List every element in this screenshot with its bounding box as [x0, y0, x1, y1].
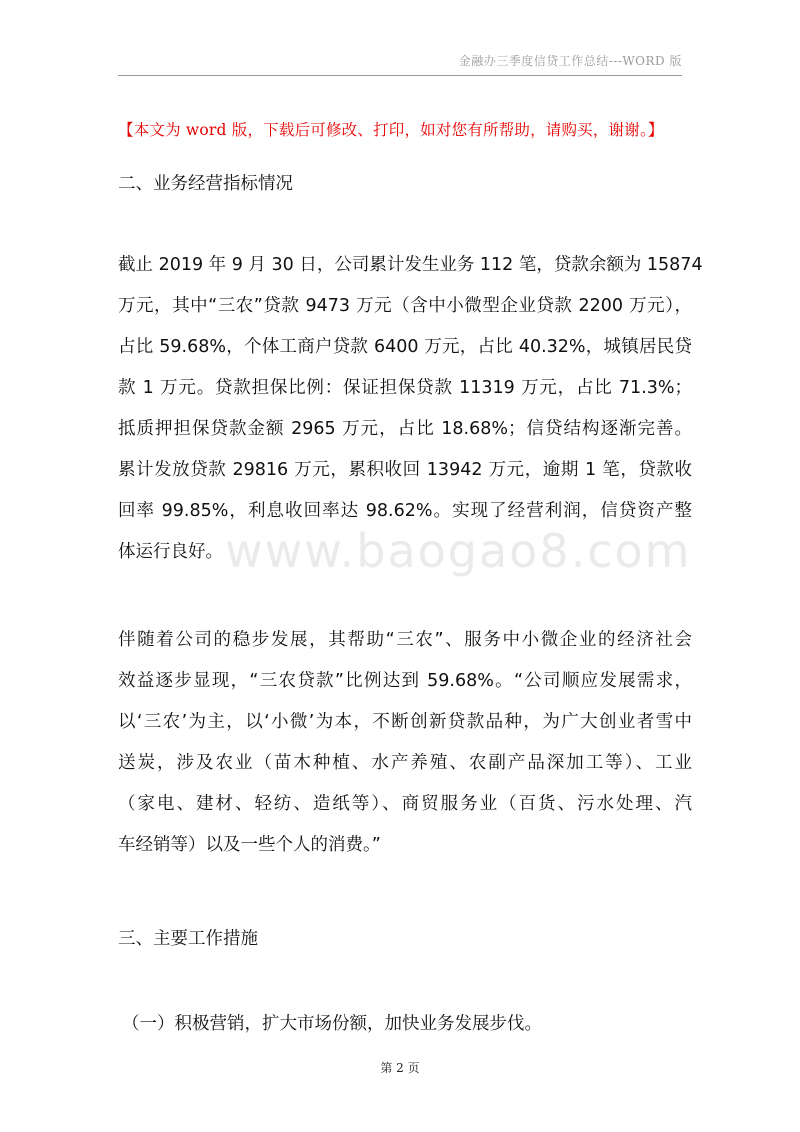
section-heading-business-indicators: 二、业务经营指标情况	[118, 174, 293, 194]
paragraph-line: （家电、建材、轻纺、造纸等）、商贸服务业（百货、污水处理、汽	[118, 794, 692, 814]
watermark: www.baogao8.com	[225, 524, 692, 578]
paragraph-line: 占比 59.68%，个体工商户贷款 6400 万元，占比 40.32%，城镇居民贷	[118, 337, 692, 357]
header-divider	[118, 75, 682, 76]
paragraph-line: 车经销等）以及一些个人的消费。”	[118, 835, 381, 855]
paragraph-line: 万元，其中“三农”贷款 9473 万元（含中小微型企业贷款 2200 万元），	[118, 296, 692, 316]
paragraph-line: 效益逐步显现，“三农贷款”比例达到 59.68%。“公司顺应发展需求，	[118, 671, 692, 691]
paragraph-line: 以‘三农’为主，以‘小微’为本，不断创新贷款品种，为广大创业者雪中	[118, 712, 692, 732]
paragraph-line: 款 1 万元。贷款担保比例：保证担保贷款 11319 万元，占比 71.3%；	[118, 378, 692, 398]
download-notice: 【本文为 word 版，下载后可修改、打印，如对您有所帮助，请购买，谢谢。】	[118, 121, 664, 139]
header-title: 金融办三季度信贷工作总结---WORD 版	[458, 54, 682, 68]
paragraph-development	[118, 620, 692, 866]
paragraph-line: 回率 99.85%，利息收回率达 98.62%。实现了经营利润，信贷资产整	[118, 501, 692, 521]
paragraph-line: 抵质押担保贷款金额 2965 万元，占比 18.68%；信贷结构逐渐完善。	[118, 419, 692, 439]
paragraph-line: 伴随着公司的稳步发展，其帮助“三农”、服务中小微企业的经济社会	[118, 630, 692, 650]
paragraph-line: 体运行良好。	[118, 542, 223, 562]
paragraph-line: 送炭，涉及农业（苗木种植、水产养殖、农副产品深加工等）、工业	[118, 753, 692, 773]
subsection-heading-marketing: （一）积极营销，扩大市场份额，加快业务发展步伐。	[122, 1014, 542, 1034]
section-heading-main-measures: 三、主要工作措施	[118, 929, 258, 949]
paragraph-line: 累计发放贷款 29816 万元，累积收回 13942 万元，逾期 1 笔，贷款收	[118, 460, 692, 480]
page-number: 第 2 页	[380, 1061, 420, 1075]
paragraph-line: 截止 2019 年 9 月 30 日，公司累计发生业务 112 笔，贷款余额为 15874	[118, 255, 703, 275]
